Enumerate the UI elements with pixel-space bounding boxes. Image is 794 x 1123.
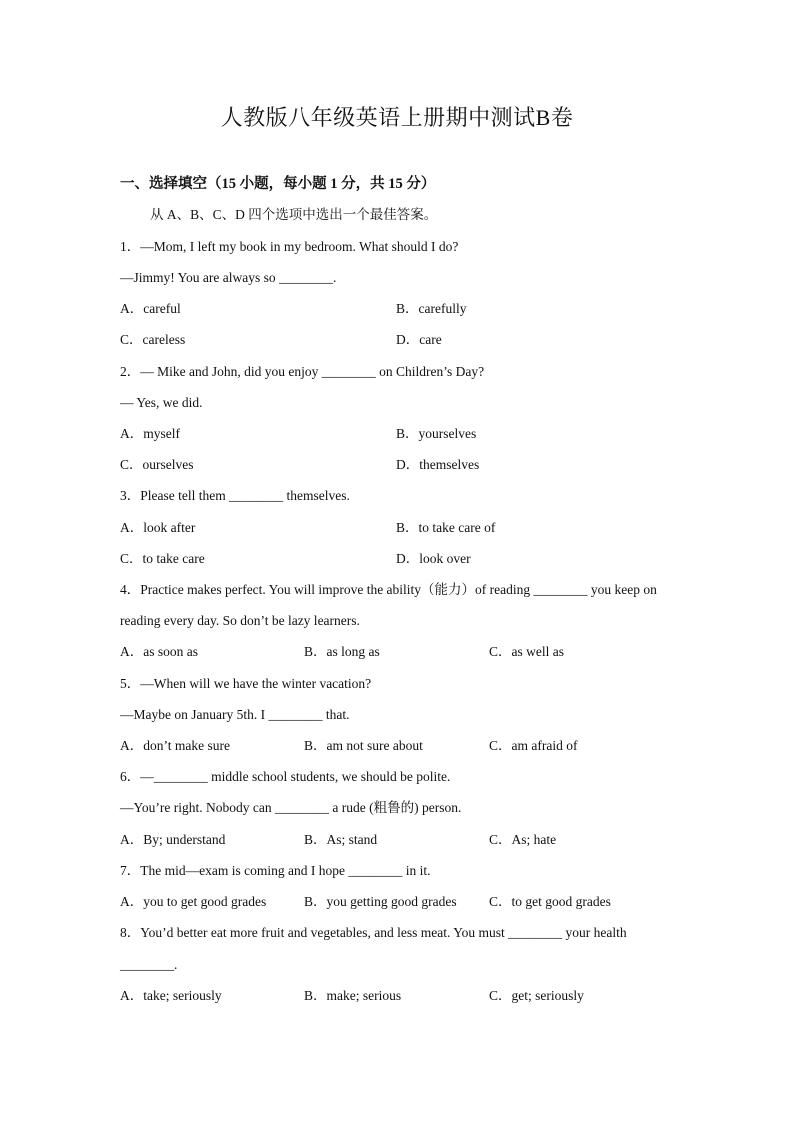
section-instruction: 从 A、B、C、D 四个选项中选出一个最佳答案。 — [150, 207, 438, 222]
question-4-option-c: C．as well as — [489, 644, 564, 659]
question-8-option-b: B．make; serious — [304, 988, 402, 1003]
question-6-option-b: B．As; stand — [304, 832, 378, 847]
question-6-option-a: A．By; understand — [120, 832, 226, 847]
question-4-stem: 4．Practice makes perfect. You will improve the ability（能力）of reading ________ you keep on — [120, 582, 657, 597]
question-3-option-a: A．look after — [120, 520, 196, 535]
question-6-option-c: C．As; hate — [489, 832, 557, 847]
question-2-option-d: D．themselves — [396, 457, 480, 472]
document-title: 人教版八年级英语上册期中测试B卷 — [220, 105, 574, 130]
question-8-option-a: A．take; seriously — [120, 988, 222, 1003]
question-8-option-c: C．get; seriously — [489, 988, 584, 1003]
question-7-option-c: C．to get good grades — [489, 894, 611, 909]
question-2-stem: 2．— Mike and John, did you enjoy ________ on Children’s Day? — [120, 364, 485, 379]
question-7-stem: 7．The mid—exam is coming and I hope ________ in it. — [120, 863, 431, 878]
question-1-option-a: A．careful — [120, 301, 181, 316]
question-4-stem-continued: reading every day. So don’t be lazy learners. — [120, 613, 360, 628]
question-3-stem: 3．Please tell them ________ themselves. — [120, 488, 350, 503]
question-7-option-b: B．you getting good grades — [304, 894, 457, 909]
question-1-option-b: B．carefully — [396, 301, 467, 316]
question-8-stem-continued: ________. — [120, 957, 178, 972]
question-5-option-c: C．am afraid of — [489, 738, 578, 753]
question-3-option-b: B．to take care of — [396, 520, 496, 535]
question-3-option-d: D．look over — [396, 551, 471, 566]
question-2-option-a: A．myself — [120, 426, 180, 441]
question-7-option-a: A．you to get good grades — [120, 894, 267, 909]
question-2-option-c: C．ourselves — [120, 457, 194, 472]
question-3-option-c: C．to take care — [120, 551, 205, 566]
question-2-option-b: B．yourselves — [396, 426, 477, 441]
question-1-option-c: C．careless — [120, 332, 186, 347]
question-4-option-b: B．as long as — [304, 644, 380, 659]
section-heading: 一、选择填空（15 小题，每小题 1 分，共 15 分） — [120, 176, 436, 192]
question-5-option-b: B．am not sure about — [304, 738, 423, 753]
question-1-reply: —Jimmy! You are always so ________. — [120, 270, 337, 285]
question-5-stem: 5．—When will we have the winter vacation? — [120, 676, 372, 691]
question-5-reply: —Maybe on January 5th. I ________ that. — [120, 707, 350, 722]
question-1-option-d: D．care — [396, 332, 442, 347]
question-6-reply: —You’re right. Nobody can ________ a rude (粗鲁的) person. — [120, 800, 462, 815]
question-2-reply: — Yes, we did. — [120, 395, 203, 410]
question-4-option-a: A．as soon as — [120, 644, 198, 659]
question-8-stem: 8．You’d better eat more fruit and vegetables, and less meat. You must ________ your health — [120, 925, 627, 940]
question-1-stem: 1．—Mom, I left my book in my bedroom. What should I do? — [120, 239, 459, 254]
question-5-option-a: A．don’t make sure — [120, 738, 230, 753]
question-6-stem: 6．—________ middle school students, we should be polite. — [120, 769, 451, 784]
